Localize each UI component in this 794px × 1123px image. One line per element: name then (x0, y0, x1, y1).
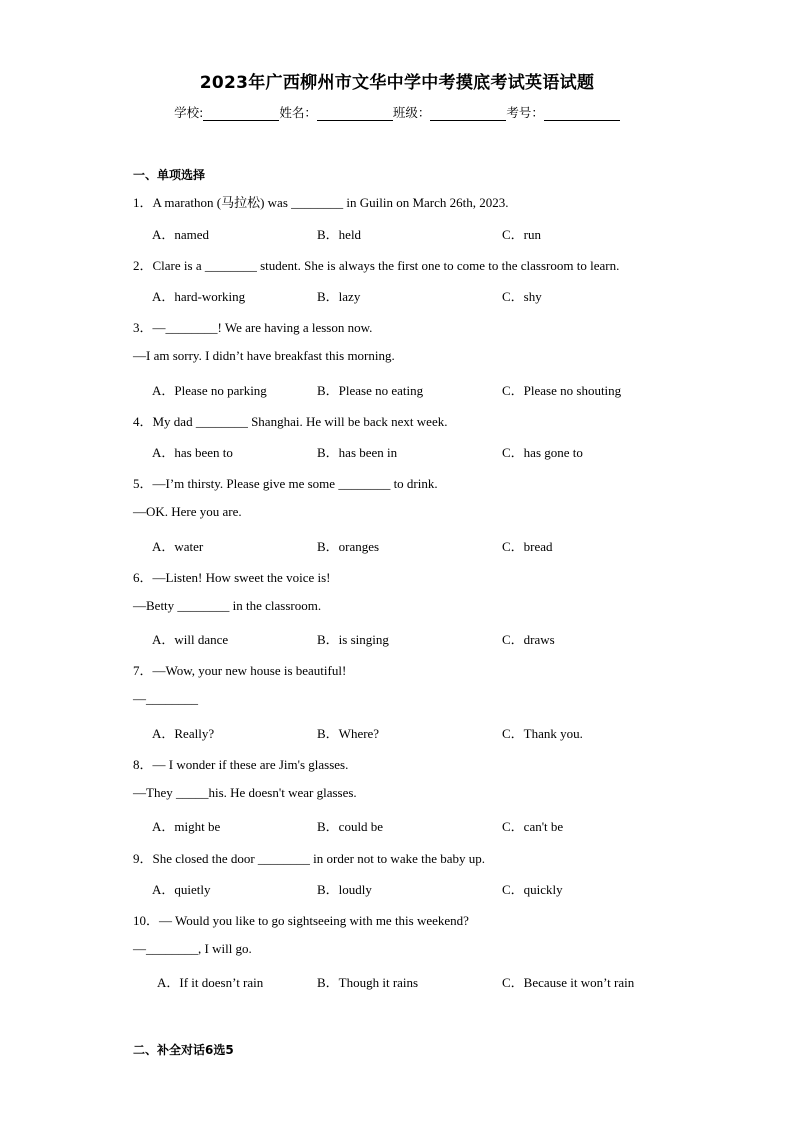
option-b[interactable]: B．could be (317, 819, 384, 834)
option-a[interactable]: A．quietly (152, 882, 211, 897)
class-label: 班级： (392, 105, 431, 120)
section-heading: 二、补全对话6选5 (133, 1043, 234, 1057)
question-line: 1．A marathon (马拉松) was ________ in Guilin on March 26th, 2023. (133, 195, 509, 210)
question-line: 5．—I’m thirsty. Please give me some ________ to drink. (133, 476, 438, 491)
option-a[interactable]: A．will dance (152, 632, 229, 647)
question-line: 6．—Listen! How sweet the voice is! (133, 570, 331, 585)
exam-number-label: 考号： (506, 105, 544, 120)
question-line: —________ (133, 691, 198, 706)
question-line: —I am sorry. I didn’t have breakfast this morning. (133, 348, 395, 363)
question-line: 8．— I wonder if these are Jim's glasses. (133, 757, 349, 772)
option-b[interactable]: B．Though it rains (317, 975, 419, 990)
option-b[interactable]: B．loudly (317, 882, 372, 897)
school-blank[interactable] (203, 107, 279, 121)
name-blank[interactable] (317, 107, 393, 121)
student-info-row (0, 103, 794, 121)
option-a[interactable]: A．water (152, 539, 204, 554)
option-c[interactable]: C．Thank you. (502, 726, 583, 741)
option-a[interactable]: A．Really? (152, 726, 215, 741)
option-c[interactable]: C．run (502, 227, 542, 242)
class-blank[interactable] (430, 107, 506, 121)
option-b[interactable]: B．oranges (317, 539, 380, 554)
option-a[interactable]: A．Please no parking (152, 383, 267, 398)
option-b[interactable]: B．has been in (317, 445, 398, 460)
name-label: 姓名： (279, 105, 317, 120)
option-a[interactable]: A．If it doesn’t rain (157, 975, 264, 990)
option-a[interactable]: A．might be (152, 819, 221, 834)
option-c[interactable]: C．Please no shouting (502, 383, 622, 398)
option-c[interactable]: C．quickly (502, 882, 563, 897)
question-line: —OK. Here you are. (133, 504, 242, 519)
question-line: 3．—________! We are having a lesson now. (133, 320, 373, 335)
option-c[interactable]: C．shy (502, 289, 542, 304)
option-c[interactable]: C．bread (502, 539, 553, 554)
question-line: —They _____his. He doesn't wear glasses. (133, 785, 357, 800)
option-c[interactable]: C．Because it won’t rain (502, 975, 635, 990)
school-label: 学校: (174, 105, 204, 120)
question-line: 10．— Would you like to go sightseeing with me this weekend? (133, 913, 469, 928)
option-b[interactable]: B．lazy (317, 289, 361, 304)
section-heading: 一、单项选择 (133, 168, 206, 182)
question-line: —________, I will go. (133, 941, 252, 956)
option-b[interactable]: B．is singing (317, 632, 389, 647)
option-c[interactable]: C．can't be (502, 819, 564, 834)
option-b[interactable]: B．held (317, 227, 362, 242)
exam-number-blank[interactable] (544, 107, 620, 121)
question-line: —Betty ________ in the classroom. (133, 598, 322, 613)
option-b[interactable]: B．Where? (317, 726, 380, 741)
option-c[interactable]: C．has gone to (502, 445, 583, 460)
question-line: 2．Clare is a ________ student. She is always the first one to come to the classroom to learn. (133, 258, 620, 273)
question-line: 7．—Wow, your new house is beautiful! (133, 663, 347, 678)
page-title: 2023年广西柳州市文华中学中考摸底考试英语试题 (199, 73, 595, 93)
question-line: 9．She closed the door ________ in order not to wake the baby up. (133, 851, 486, 866)
option-a[interactable]: A．has been to (152, 445, 233, 460)
option-a[interactable]: A．hard-working (152, 289, 246, 304)
option-a[interactable]: A．named (152, 227, 210, 242)
question-line: 4．My dad ________ Shanghai. He will be back next week. (133, 414, 448, 429)
option-c[interactable]: C．draws (502, 632, 555, 647)
option-b[interactable]: B．Please no eating (317, 383, 424, 398)
